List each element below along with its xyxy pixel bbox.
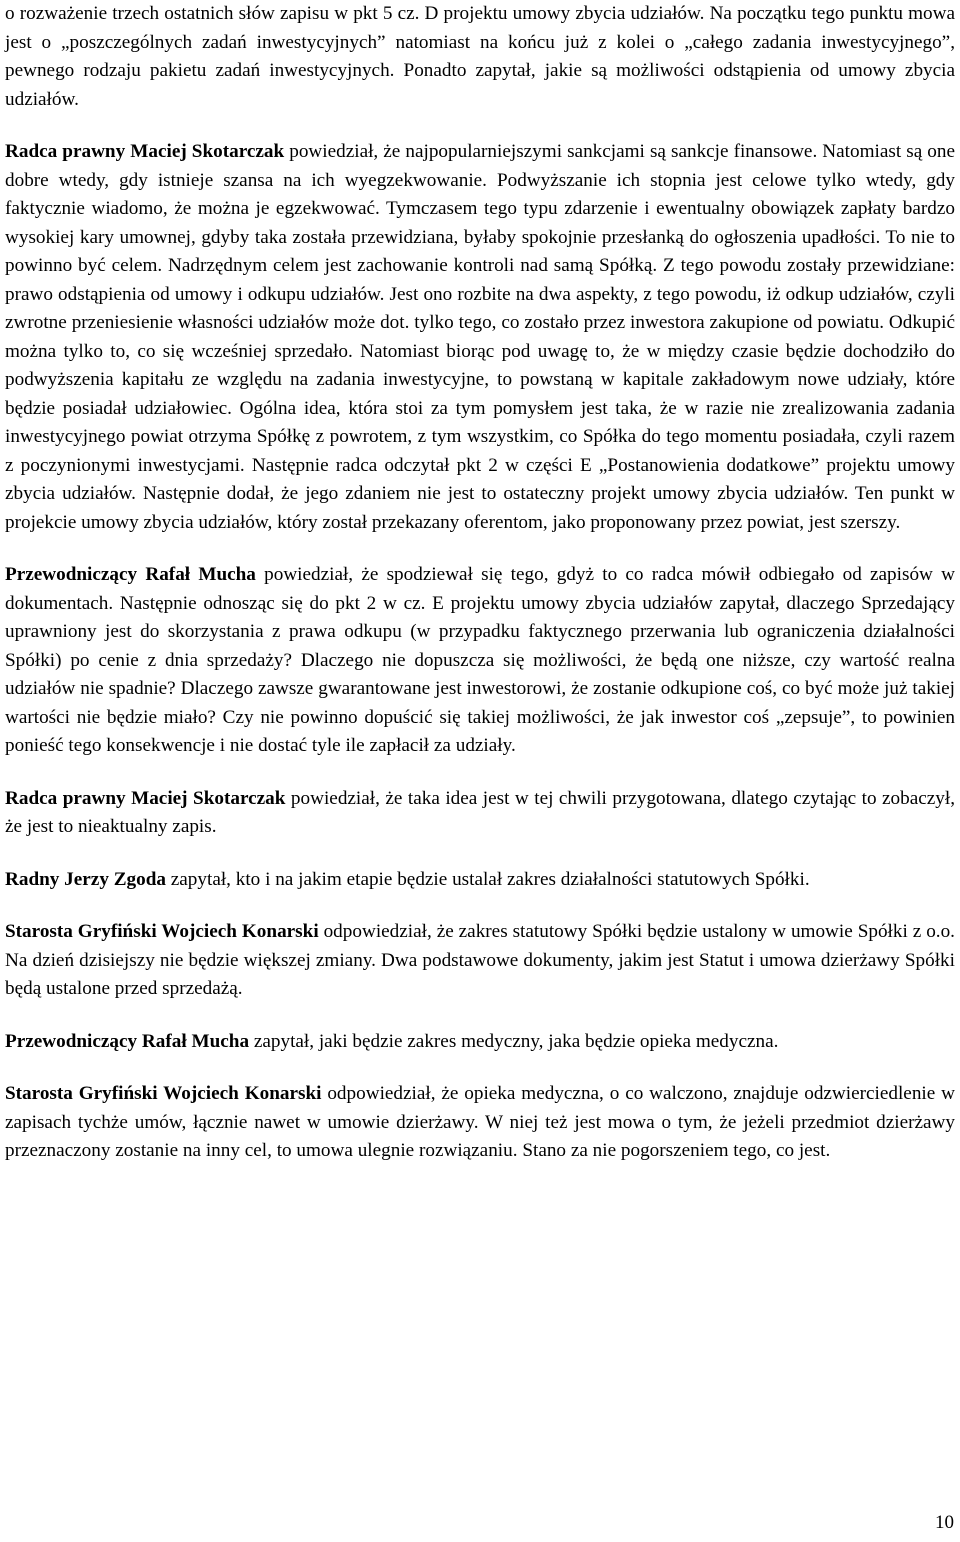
paragraph-text: odpowiedział, że opieka medyczna, o co walczono, znajduje odzwierciedlenie w zapisach tychże umów, łącznie nawet w umowie dzierżawy. W niej też jest mowa o tym, że jeżeli przedmiot dzierżawy przeznaczony zostanie na inny cel, to umowa ulegnie rozwiązaniu. Stano za nie pogorszeniem tego, co jest. (5, 1083, 955, 1161)
paragraph-text: powiedział, że spodziewał się tego, gdyż to co radca mówił odbiegało od zapisów w dokumentach. Następnie odnosząc się do pkt 2 w cz. E projektu umowy zbycia udziałów zapytał, dlaczego Sprzedający uprawniony jest do skorzystania z prawa odkupu (w przypadku faktycznego przerwania lub ograniczenia działalności Spółki) po cenie z dnia sprzedaży? Dlaczego nie dopuszcza się możliwości, że będą one niższe, czy wartość realna udziałów nie spadnie? Dlaczego zawsze gwarantowane jest inwestorowi, że zostanie odkupione coś, co być może już takiej wartości nie będzie miało? Czy nie powinno dopuścić się takiej możliwości, że jak inwestor coś „zepsuje”, to powinien ponieść tego konsekwencje i nie dostać tyle ile zapłacił za udziały. (5, 564, 955, 756)
paragraph-text: powiedział, że najpopularniejszymi sankcjami są sankcje finansowe. Natomiast są one dobre wtedy, gdy istnieje szansa na ich wyegzekwowanie. Podwyższanie ich stopnia jest celowe tylko wtedy, gdy faktycznie wiadomo, że można je egzekwować. Tymczasem tego typu zdarzenie i ewentualny obowiązek zapłaty bardzo wysokiej kary umownej, gdyby taka została przewidziana, byłaby spokojnie przesłanką do ogłoszenia upadłości. To nie to powinno być celem. Nadrzędnym celem jest zachowanie kontroli nad samą Spółką. Z tego powodu zostały przewidziane: prawo odstąpienia od umowy i odkupu udziałów. Jest ono rozbite na dwa aspekty, z tego powodu, iż odkup udziałów, czyli zwrotne przeniesienie własności udziałów może dot. tylko tego, co zostało przez inwestora zakupione od powiatu. Odkupić można tylko to, co się wcześniej sprzedało. Natomiast biorąc pod uwagę to, że w między czasie będzie dochodziło do podwyższenia kapitału ze względu na zadania inwestycyjne, to powstaną w kapitale zakładowym nowe udziały, które będzie posiadał udziałowiec. Ogólna idea, która stoi za tym pomysłem jest taka, że w razie nie zrealizowania zadania inwestycyjnego powiat otrzyma Spółkę z powrotem, z tym wszystkim, co Spółka do tego momentu posiadała, czyli razem z poczynionymi inwestycjami. Następnie radca odczytał pkt 2 w części E „Postanowienia dodatkowe” projektu umowy zbycia udziałów. Następnie dodał, że jego zdaniem nie jest to ostateczny projekt umowy zbycia udziałów. Ten punkt w projekcie umowy zbycia udziałów, który został przekazany oferentom, jako proponowany przez powiat, jest szerszy. (5, 141, 955, 533)
page-number: 10 (935, 1512, 954, 1533)
paragraph-statement (5, 918, 955, 1004)
speaker-name: Radny Jerzy Zgoda (5, 868, 166, 890)
paragraph-statement (5, 561, 955, 761)
document-page (5, 0, 955, 1190)
speaker-name: Przewodniczący Rafał Mucha (5, 1030, 250, 1052)
speaker-name: Radca prawny Maciej Skotarczak (5, 141, 285, 162)
paragraph-text: zapytał, kto i na jakim etapie będzie ustalał zakres działalności statutowych Spółki. (165, 868, 810, 890)
paragraph-text: powiedział, że taka idea jest w tej chwili przygotowana, dlatego czytając to zobaczył, że jest to nieaktualny zapis. (5, 787, 955, 837)
speaker-name: Przewodniczący Rafał Mucha (5, 564, 256, 585)
paragraph-statement (5, 866, 955, 895)
speaker-name: Radca prawny Maciej Skotarczak (5, 787, 286, 809)
paragraph-continuation (5, 0, 955, 114)
speaker-name: Starosta Gryfiński Wojciech Konarski (5, 921, 319, 942)
paragraph-text: zapytał, jaki będzie zakres medyczny, jaka będzie opieka medyczna. (249, 1030, 779, 1052)
paragraph-statement (5, 1080, 955, 1166)
paragraph-text: o rozważenie trzech ostatnich słów zapisu w pkt 5 cz. D projektu umowy zbycia udziałów. Na początku tego punktu mowa jest o „poszczególnych zadań inwestycyjnych” natomiast na końcu już z kolei o „całego zadania inwestycyjnego”, pewnego rodzaju pakietu zadań inwestycyjnych. Ponadto zapytał, jakie są możliwości odstąpienia od umowy zbycia udziałów. (5, 3, 955, 110)
speaker-name: Starosta Gryfiński Wojciech Konarski (5, 1083, 322, 1104)
paragraph-statement (5, 1028, 955, 1057)
paragraph-statement (5, 785, 955, 842)
paragraph-statement (5, 138, 955, 537)
paragraph-text: odpowiedział, że zakres statutowy Spółki będzie ustalony w umowie Spółki z o.o. Na dzień dzisiejszy nie będzie większej zmiany. Dwa podstawowe dokumenty, jakim jest Statut i umowa dzierżawy Spółki będą ustalone przed sprzedażą. (5, 921, 955, 999)
